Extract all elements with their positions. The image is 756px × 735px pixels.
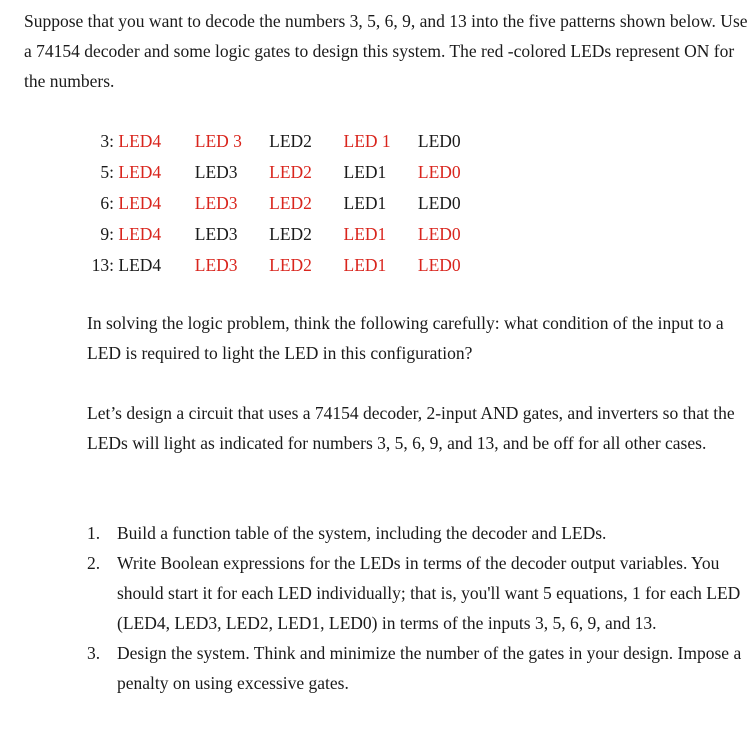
led1-label: LED 1 [343, 131, 391, 151]
task-text: Write Boolean expressions for the LEDs in terms of the decoder output variables. You should start it for each LED individually; that is, you'll want 5 equations, 1 for each LED (LED4, LED3, LED2, LED1, LED0) in terms of the inputs 3, 5, 6, 9, and 13. [117, 553, 741, 633]
task-number: 1. [87, 523, 101, 543]
design-paragraph: Let’s design a circuit that uses a 74154 decoder, 2-input AND gates, and inverters so that the LEDs will light as indicated for numbers 3, 5, 6, 9, and 13, and be off for all other cases. [87, 403, 735, 453]
row-number: 9: [100, 224, 114, 244]
led2-label: LED2 [269, 131, 312, 151]
led0-label: LED0 [417, 193, 461, 213]
led2-label: LED2 [269, 255, 312, 275]
task-text: Design the system. Think and minimize the number of the gates in your design. Impose a penalty on using excessive gates. [117, 643, 742, 693]
led0-label: LED0 [417, 255, 461, 275]
led1-label: LED1 [343, 224, 387, 244]
task-number: 2. [87, 553, 101, 573]
led1-label: LED1 [343, 162, 387, 182]
led0-label: LED0 [417, 131, 461, 151]
led2-label: LED2 [269, 162, 312, 182]
row-number: 13: [91, 255, 114, 275]
led-row-3 [85, 126, 488, 157]
task-number: 3. [87, 643, 101, 663]
led3-label: LED3 [194, 255, 238, 275]
led0-label: LED0 [417, 162, 461, 182]
led3-label: LED 3 [194, 131, 242, 151]
row-number: 3: [100, 131, 114, 151]
hint-paragraph: In solving the logic problem, think the following carefully: what condition of the input to a LED is required to light the LED in this configuration? [87, 313, 724, 363]
task-item [87, 548, 752, 638]
led4-label: LED4 [118, 224, 162, 244]
led-row-9 [85, 219, 488, 250]
led3-label: LED3 [194, 224, 238, 244]
led-row-13 [85, 250, 488, 281]
led-row-5 [85, 157, 488, 188]
task-item [87, 638, 752, 698]
led3-label: LED3 [194, 193, 238, 213]
task-item [87, 518, 752, 548]
led4-label: LED4 [118, 131, 162, 151]
row-number: 5: [100, 162, 114, 182]
led4-label: LED4 [118, 162, 162, 182]
led3-label: LED3 [194, 162, 238, 182]
task-list [87, 518, 752, 698]
led4-label: LED4 [118, 255, 162, 275]
task-text: Build a function table of the system, including the decoder and LEDs. [117, 523, 607, 543]
led2-label: LED2 [269, 193, 312, 213]
led1-label: LED1 [343, 193, 387, 213]
row-number: 6: [100, 193, 114, 213]
led0-label: LED0 [417, 224, 461, 244]
led4-label: LED4 [118, 193, 162, 213]
led2-label: LED2 [269, 224, 312, 244]
led-pattern-table [85, 126, 488, 281]
problem-intro: Suppose that you want to decode the numbers 3, 5, 6, 9, and 13 into the five patterns shown below. Use a 74154 decoder and some logic gates to design this system. The red -colored LEDs represent ON for the numbers. [24, 11, 748, 91]
led-row-6 [85, 188, 488, 219]
led1-label: LED1 [343, 255, 387, 275]
